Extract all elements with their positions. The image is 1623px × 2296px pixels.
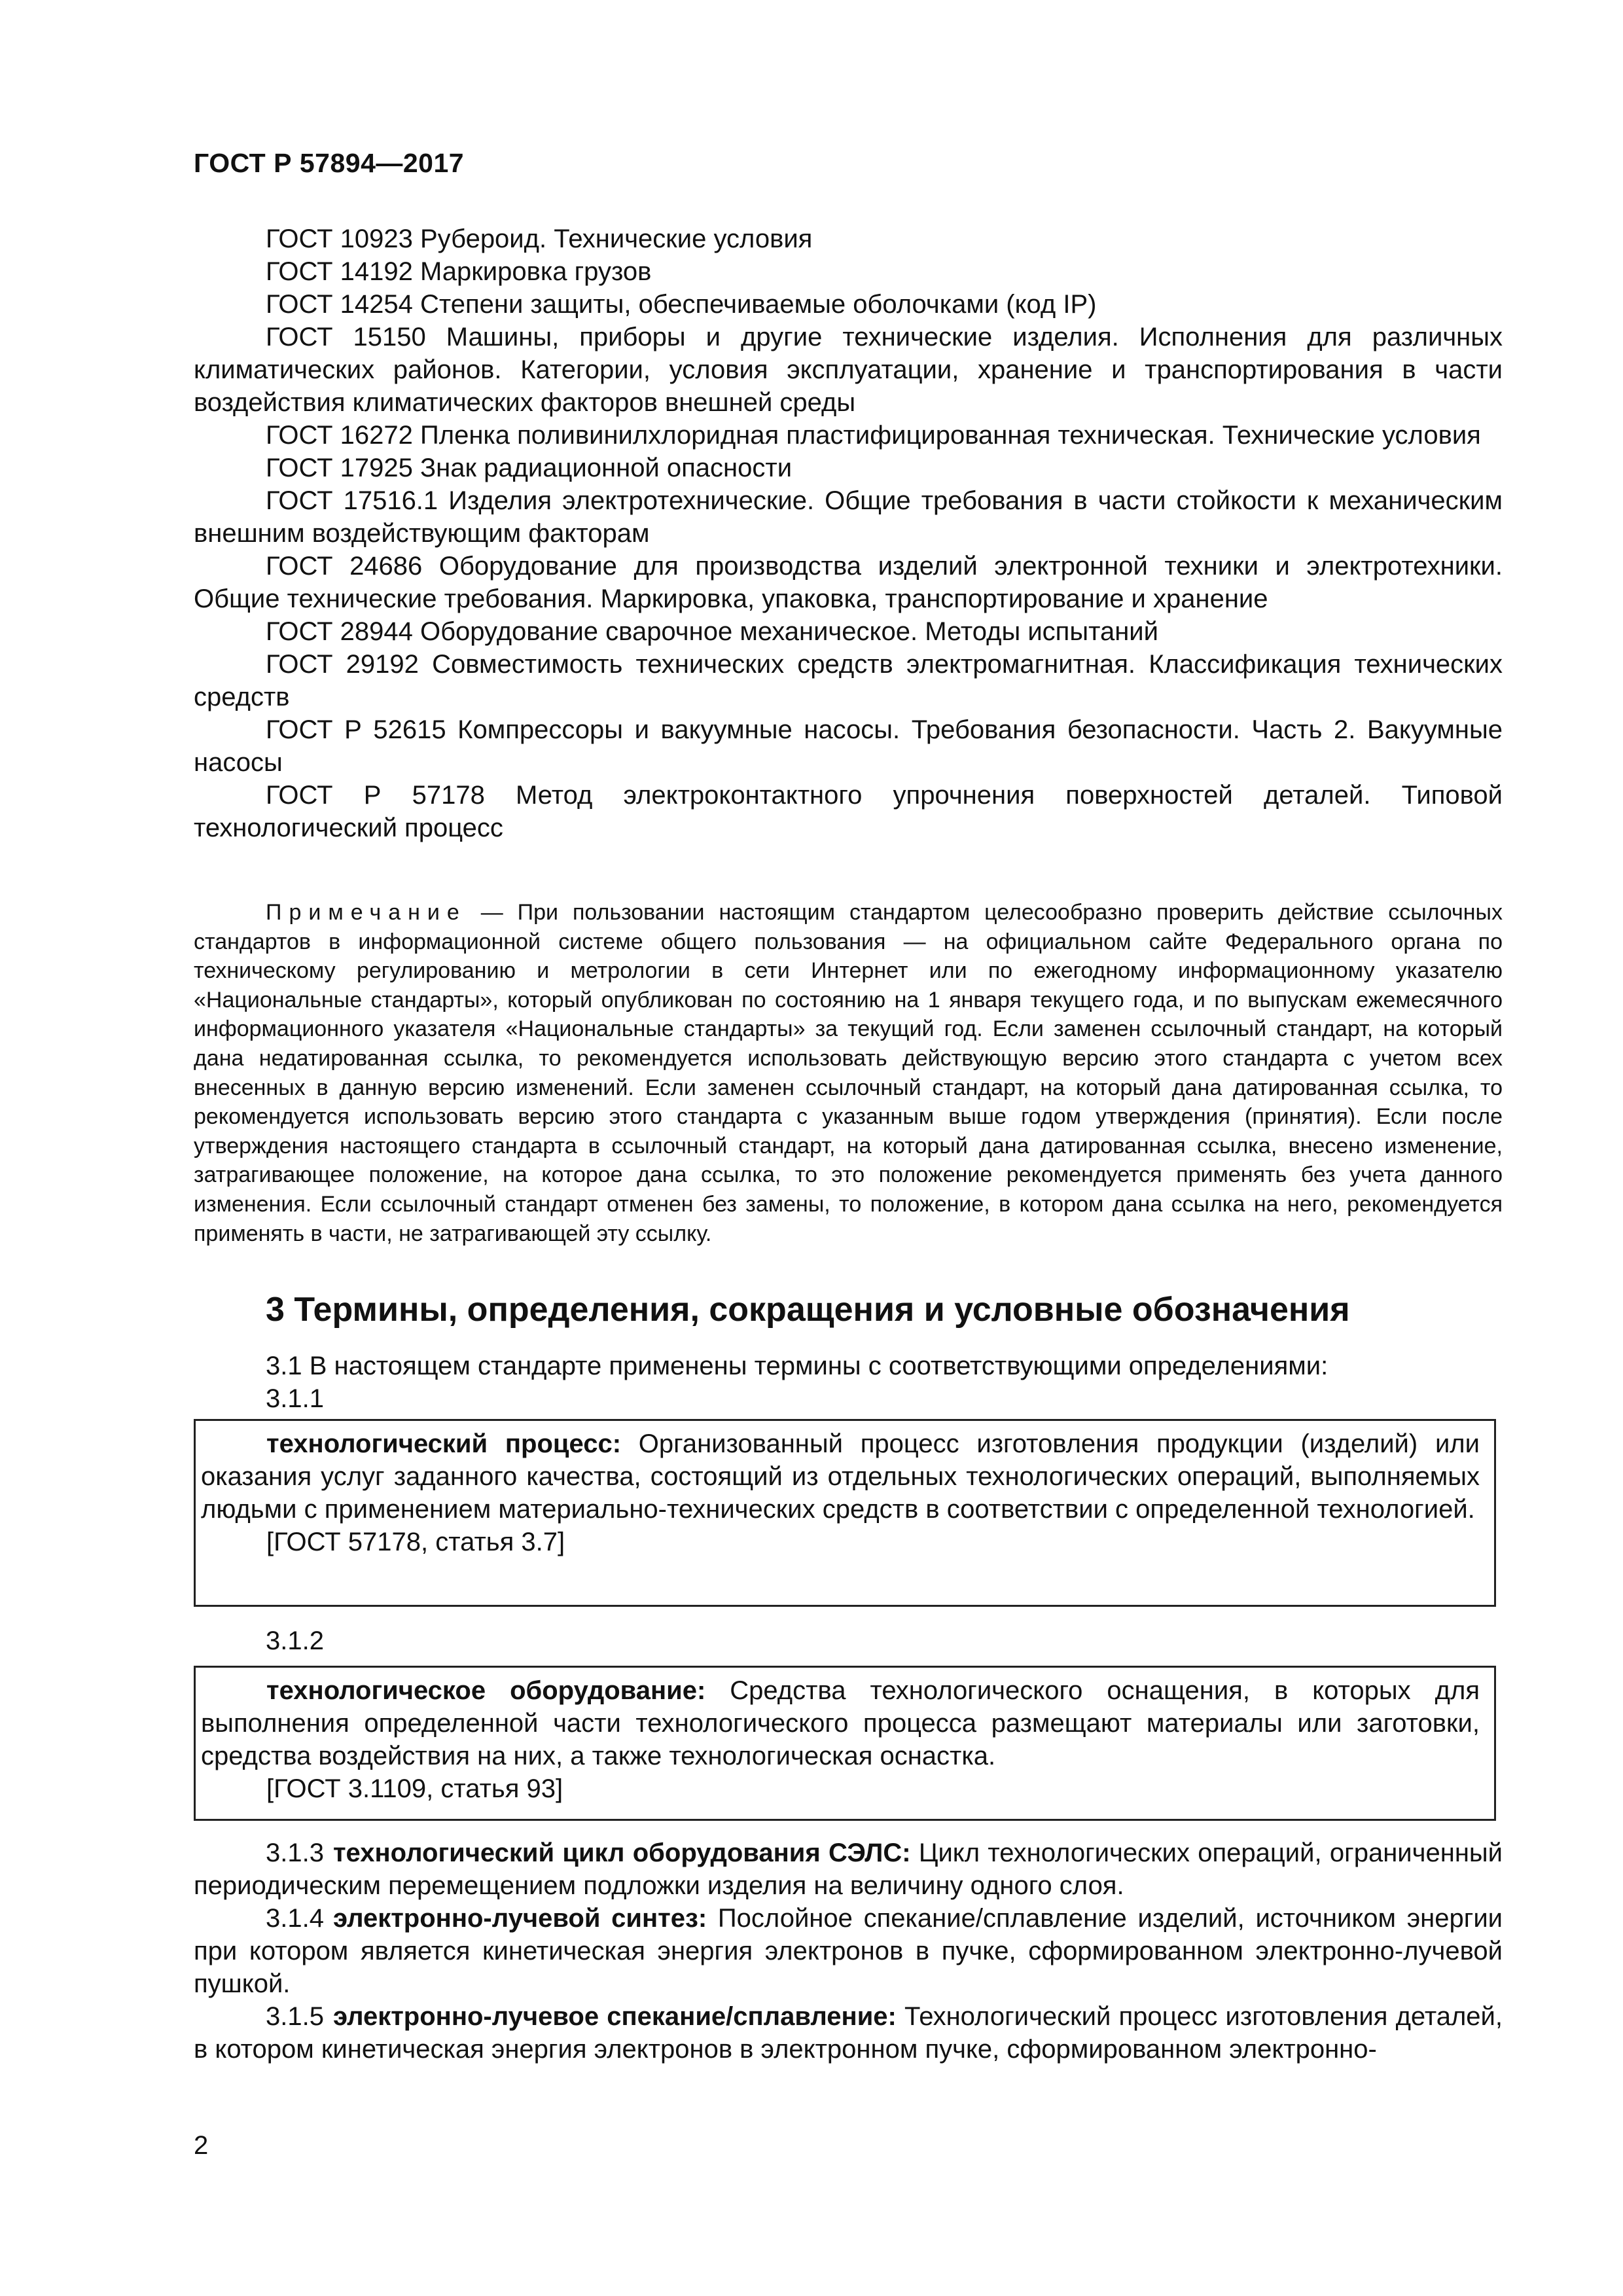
term-source: [ГОСТ 3.1109, статья 93] (266, 1774, 563, 1803)
term-text: Организованный процесс изготовления продукции (изделий) или оказания услуг заданного качества, состоящий из отдельных технологических операций, выполняемых людьми с применением материально-технических средств в соответствии с определенной технологией. (201, 1429, 1480, 1524)
term-name: технологический цикл оборудования СЭЛС: (332, 1839, 911, 1867)
reference-item: ГОСТ 17516.1 Изделия электротехнические. Общие требования в части стойкости к механическим внешним воздействующим факторам (194, 486, 1503, 548)
reference-item: ГОСТ 14254 Степени защиты, обеспечиваемые оболочками (код IP) (266, 290, 1097, 319)
note-label: Примечание (266, 900, 467, 925)
reference-item: ГОСТ 16272 Пленка поливинилхлоридная пластифицированная техническая. Технические условия (266, 421, 1481, 450)
term-number: 3.1.4 (266, 1904, 324, 1933)
term-entry-314 (194, 1902, 1503, 2000)
term-text: Средства технологического оснащения, в которых для выполнения определенной части технологического процесса размещают материалы или заготовки, средства воздействия на них, а также технологическая оснастка. (201, 1676, 1480, 1770)
term-name: технологическое оборудование: (266, 1676, 706, 1705)
term-name: электронно-лучевой синтез: (332, 1904, 707, 1933)
section-title: 3 Термины, определения, сокращения и условные обозначения (266, 1291, 1350, 1329)
term-number: 3.1.3 (266, 1839, 324, 1867)
reference-item: ГОСТ 29192 Совместимость технических средств электромагнитная. Классификация технических средств (194, 650, 1503, 711)
term-text: Цикл технологических операций, ограниченный периодическим перемещением подложки изделия на величину одного слоя. (194, 1839, 1503, 1900)
reference-item: ГОСТ Р 57178 Метод электроконтактного упрочнения поверхностей деталей. Типовой технологический процесс (194, 781, 1503, 842)
term-source: [ГОСТ 57178, статья 3.7] (266, 1528, 565, 1556)
term-definition (201, 1674, 1480, 1772)
term-text: Послойное спекание/сплавление изделий, источником энергии при котором является кинетическая энергия электронов в пучке, сформированном электронно-лучевой пушкой. (194, 1904, 1503, 1998)
term-number: 3.1.2 (266, 1626, 324, 1655)
reference-item: ГОСТ 28944 Оборудование сварочное механическое. Методы испытаний (266, 617, 1158, 646)
term-name: электронно-лучевое спекание/сплавление: (332, 2002, 897, 2031)
reference-item: ГОСТ 24686 Оборудование для производства изделий электронной техники и электротехники. Общие технические требования. Маркировка, упаковка, транспортирование и хранение (194, 552, 1503, 613)
normative-references-list (194, 223, 1503, 844)
term-number: 3.1.1 (266, 1384, 324, 1413)
term-name: технологический процесс: (266, 1429, 622, 1458)
reference-item: ГОСТ Р 52615 Компрессоры и вакуумные насосы. Требования безопасности. Часть 2. Вакуумные насосы (194, 715, 1503, 777)
page-number: 2 (194, 2131, 209, 2160)
term-definition (201, 1427, 1480, 1526)
note-text: — При пользовании настоящим стандартом целесообразно проверить действие ссылочных стандартов в информационной системе общего пользования — на официальном сайте Федерального органа по техническому регулированию и метрологии в сети Интернет или по ежегодному информационному указателю «Национальные стандарты», который опубликован по состоянию на 1 января текущего года, и по выпускам ежемесячного информационного указателя «Национальные стандарты» за текущий год. Если заменен ссылочный стандарт, на который дана недатированная ссылка, то рекомендуется использовать действующую версию этого стандарта с учетом всех внесенных в данную версию изменений. Если заменен ссылочный стандарт, на который дана датированная ссылка, то рекомендуется использовать версию этого стандарта с указанным выше годом утверждения (принятия). Если после утверждения настоящего стандарта в ссылочный стандарт, на который дана датированная ссылка, внесено изменение, затрагивающее положение, на которое дана ссылка, то это положение рекомендуется применять без учета данного изменения. Если ссылочный стандарт отменен без замены, то положение, в котором дана ссылка на него, рекомендуется применять в части, не затрагивающей эту ссылку. (194, 900, 1503, 1246)
reference-item: ГОСТ 15150 Машины, приборы и другие технические изделия. Исполнения для различных климатических районов. Категории, условия эксплуатации, хранение и транспортирования в части воздействия климатических факторов внешней среды (194, 323, 1503, 417)
reference-item: ГОСТ 17925 Знак радиационной опасности (266, 454, 793, 482)
reference-item: ГОСТ 10923 Рубероид. Технические условия (266, 224, 813, 253)
term-entry-313 (194, 1837, 1503, 1902)
term-number: 3.1.5 (266, 2002, 324, 2031)
section-intro: 3.1 В настоящем стандарте применены термины с соответствующими определениями: (266, 1352, 1329, 1380)
term-box-technological-process (194, 1419, 1496, 1607)
term-entry-315 (194, 2000, 1503, 2066)
term-box-technological-equipment (194, 1666, 1496, 1821)
term-text: Технологический процесс изготовления деталей, в котором кинетическая энергия электронов в электронном пучке, сформированном электронно- (194, 2002, 1503, 2064)
reference-item: ГОСТ 14192 Маркировка грузов (266, 257, 652, 286)
terms-list (194, 1837, 1503, 2066)
document-header: ГОСТ Р 57894—2017 (194, 148, 465, 178)
note-paragraph (194, 898, 1503, 1248)
